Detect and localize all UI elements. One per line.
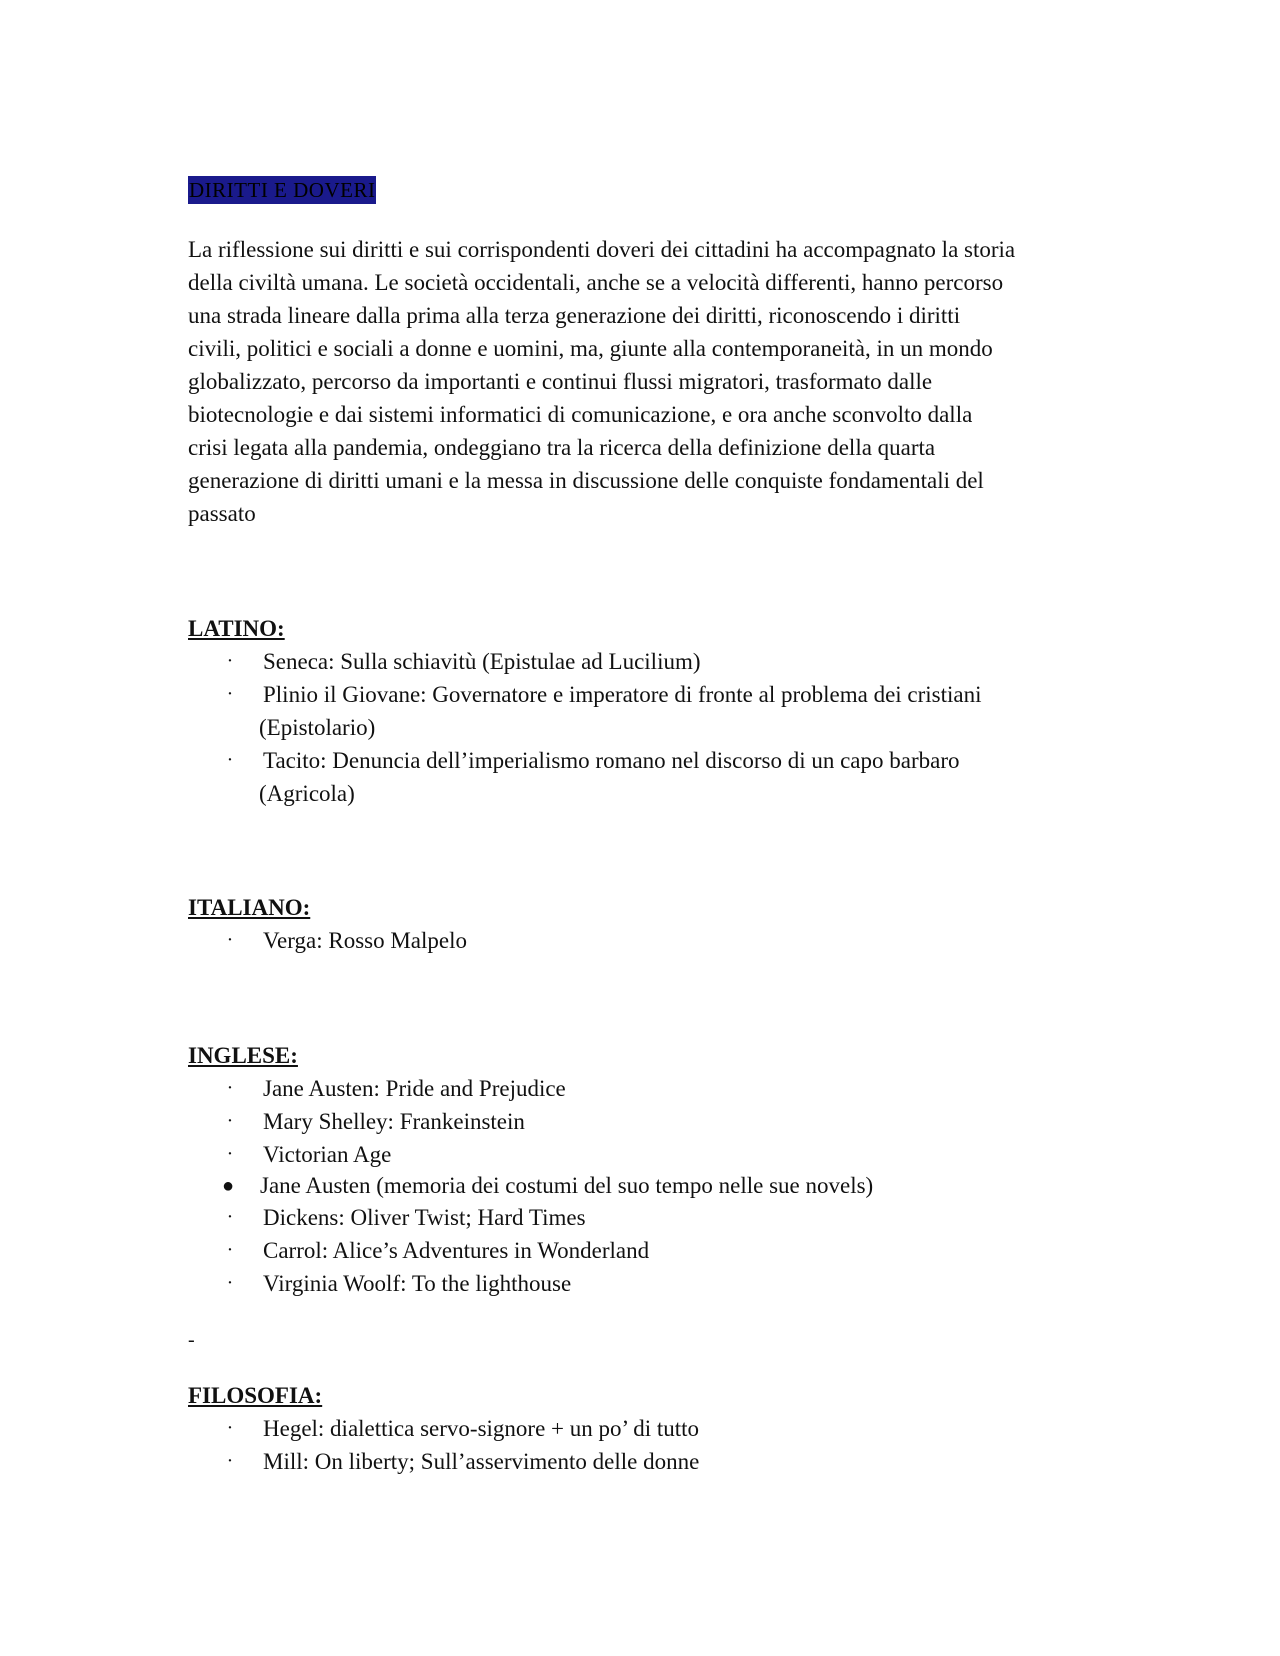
list-item-text: Jane Austen (memoria dei costumi del suo tempo nelle sue novels) bbox=[260, 1173, 874, 1198]
bullet-dot-icon: · bbox=[226, 1110, 234, 1132]
list-item bbox=[0, 1445, 1280, 1478]
bullet-dot-icon: · bbox=[226, 1206, 234, 1228]
list-item bbox=[0, 1234, 1280, 1267]
intro-line: passato bbox=[188, 501, 256, 526]
intro-line: La riflessione sui diritti e sui corrispondenti doveri dei cittadini ha accompagnato la storia bbox=[188, 237, 1016, 262]
list-item bbox=[0, 1072, 1280, 1105]
section-heading-filosofia: FILOSOFIA: bbox=[188, 1383, 323, 1408]
bullet-dot-icon: · bbox=[226, 1239, 234, 1261]
list-item bbox=[0, 645, 1280, 678]
list-italiano bbox=[0, 924, 1280, 957]
list-item-text: Virginia Woolf: To the lighthouse bbox=[263, 1271, 572, 1296]
list-item-text: Carrol: Alice’s Adventures in Wonderland bbox=[263, 1238, 650, 1263]
bullet-dot-icon: · bbox=[226, 1450, 234, 1472]
intro-line: globalizzato, percorso da importanti e continui flussi migratori, trasformato dalle bbox=[188, 369, 933, 394]
list-item-continuation: (Agricola) bbox=[259, 781, 355, 806]
list-item-text: Victorian Age bbox=[263, 1142, 392, 1167]
list-item bbox=[0, 1201, 1280, 1234]
list-item-text: Hegel: dialettica servo-signore + un po’ di tutto bbox=[263, 1416, 700, 1441]
section-heading-italiano: ITALIANO: bbox=[188, 895, 311, 920]
bullet-disc-icon: ● bbox=[222, 1175, 235, 1197]
list-item-text: Plinio il Giovane: Governatore e imperatore di fronte al problema dei cristiani bbox=[263, 682, 982, 707]
separator-dash: - bbox=[188, 1329, 195, 1351]
list-item-text: Tacito: Denuncia dell’imperialismo romano nel discorso di un capo barbaro bbox=[263, 748, 960, 773]
list-filosofia bbox=[0, 1412, 1280, 1478]
list-item-text: Jane Austen: Pride and Prejudice bbox=[263, 1076, 566, 1101]
bullet-dot-icon: · bbox=[226, 1143, 234, 1165]
intro-line: biotecnologie e dai sistemi informatici di comunicazione, e ora anche sconvolto dalla bbox=[188, 402, 973, 427]
list-item bbox=[0, 1171, 1280, 1201]
list-item bbox=[0, 1412, 1280, 1445]
bullet-dot-icon: · bbox=[226, 749, 234, 771]
intro-paragraph bbox=[188, 233, 1098, 530]
page-title: DIRITTI E DOVERI bbox=[189, 178, 376, 202]
list-item bbox=[0, 744, 1280, 810]
list-item-continuation: (Epistolario) bbox=[259, 715, 376, 740]
bullet-dot-icon: · bbox=[226, 683, 234, 705]
intro-line: civili, politici e sociali a donne e uomini, ma, giunte alla contemporaneità, in un mondo bbox=[188, 336, 993, 361]
list-inglese bbox=[0, 1072, 1280, 1300]
list-item bbox=[0, 924, 1280, 957]
list-item bbox=[0, 1138, 1280, 1171]
list-item bbox=[0, 678, 1280, 744]
intro-line: della civiltà umana. Le società occidentali, anche se a velocità differenti, hanno percorso bbox=[188, 270, 1004, 295]
bullet-dot-icon: · bbox=[226, 929, 234, 951]
intro-line: una strada lineare dalla prima alla terza generazione dei diritti, riconoscendo i diritti bbox=[188, 303, 961, 328]
bullet-dot-icon: · bbox=[226, 1077, 234, 1099]
section-heading-latino: LATINO: bbox=[188, 616, 285, 641]
list-item-text: Mill: On liberty; Sull’asservimento delle donne bbox=[263, 1449, 700, 1474]
bullet-dot-icon: · bbox=[226, 1417, 234, 1439]
bullet-dot-icon: · bbox=[226, 650, 234, 672]
intro-line: generazione di diritti umani e la messa in discussione delle conquiste fondamentali del bbox=[188, 468, 984, 493]
list-item-text: Seneca: Sulla schiavitù (Epistulae ad Lucilium) bbox=[263, 649, 701, 674]
intro-line: crisi legata alla pandemia, ondeggiano tra la ricerca della definizione della quarta bbox=[188, 435, 936, 460]
list-item-text: Mary Shelley: Frankeinstein bbox=[263, 1109, 525, 1134]
list-item-text: Dickens: Oliver Twist; Hard Times bbox=[263, 1205, 586, 1230]
list-item-text: Verga: Rosso Malpelo bbox=[263, 928, 468, 953]
bullet-dot-icon: · bbox=[226, 1272, 234, 1294]
list-latino bbox=[0, 645, 1280, 810]
list-item bbox=[0, 1105, 1280, 1138]
section-heading-inglese: INGLESE: bbox=[188, 1043, 298, 1068]
list-item bbox=[0, 1267, 1280, 1300]
